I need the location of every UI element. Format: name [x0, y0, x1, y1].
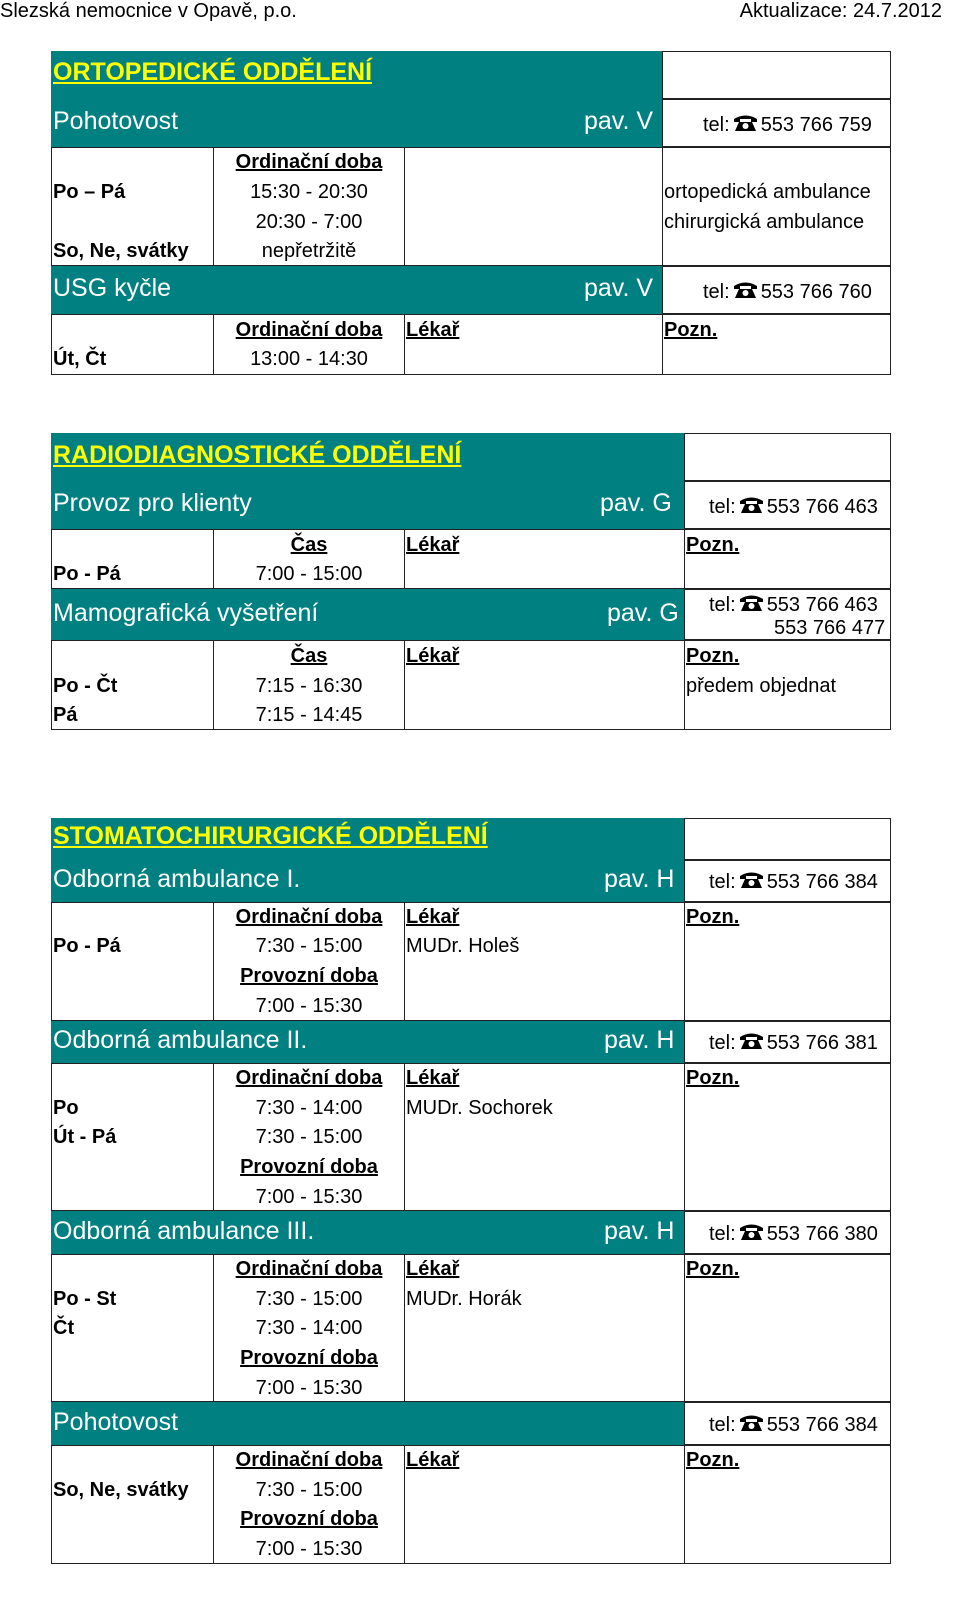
telephone-icon	[733, 280, 758, 299]
hours: 7:30 - 15:00	[255, 1126, 363, 1148]
pavilion: pav. H	[604, 865, 675, 893]
note: chirurgická ambulance	[664, 211, 865, 233]
phone-number: 553 766 463	[766, 496, 878, 518]
pavilion: pav. V	[584, 107, 654, 135]
phone-contact	[703, 113, 872, 137]
hospital-name: Slezská nemocnice v Opavě, p.o.	[0, 0, 297, 22]
band-name: USG kyčle	[53, 274, 172, 302]
pavilion: pav. G	[600, 489, 672, 517]
tel-label: tel:	[709, 1414, 736, 1436]
day-range: Pá	[53, 704, 78, 726]
hours: 13:00 - 14:30	[250, 348, 368, 370]
hours: nepřetržitě	[261, 240, 357, 262]
phone-contact	[709, 870, 878, 894]
day-range: Po - Pá	[53, 563, 121, 585]
section-title-stoma: STOMATOCHIRURGICKÉ ODDĚLENÍ	[53, 822, 488, 850]
note: ortopedická ambulance	[664, 181, 871, 203]
section-title-ortho: ORTOPEDICKÉ ODDĚLENÍ	[53, 58, 373, 86]
telephone-icon	[739, 870, 764, 889]
band-name: Odborná ambulance III.	[53, 1217, 315, 1245]
hours: 7:00 - 15:30	[255, 1377, 363, 1399]
telephone-icon	[739, 1031, 764, 1050]
day-range: Út, Čt	[53, 348, 107, 370]
telephone-icon	[739, 1222, 764, 1241]
col-header-pozn: Pozn.	[686, 1258, 740, 1280]
doctor-name: MUDr. Sochorek	[406, 1097, 553, 1119]
tel-label: tel:	[709, 871, 736, 893]
hours: 7:00 - 15:30	[255, 1538, 363, 1560]
col-header-ordinacni-doba: Ordinační doba	[235, 319, 383, 341]
hours: 7:15 - 14:45	[255, 704, 363, 726]
phone-number-alt: 553 766 477	[774, 617, 886, 639]
col-header-lekar: Lékař	[406, 906, 460, 928]
hours: 7:30 - 15:00	[255, 1288, 363, 1310]
telephone-icon	[739, 593, 764, 612]
hours: 7:30 - 15:00	[255, 935, 363, 957]
tel-label: tel:	[703, 114, 730, 136]
band-name: Mamografická vyšetření	[53, 599, 319, 627]
col-header-provozni-doba: Provozní doba	[240, 1347, 378, 1369]
phone-contact	[703, 280, 872, 304]
pavilion: pav. G	[607, 599, 679, 627]
telephone-icon	[739, 495, 764, 514]
col-header-ordinacni-doba: Ordinační doba	[235, 1258, 383, 1280]
hours: 15:30 - 20:30	[250, 181, 368, 203]
col-header-pozn: Pozn.	[686, 1449, 740, 1471]
col-header-provozni-doba: Provozní doba	[240, 965, 378, 987]
tel-label: tel:	[709, 496, 736, 518]
day-range: Út - Pá	[53, 1126, 117, 1148]
band-name: Pohotovost	[53, 107, 179, 135]
band-name: Odborná ambulance I.	[53, 865, 301, 893]
col-header-lekar: Lékař	[406, 1067, 460, 1089]
phone-number: 553 766 384	[766, 1414, 878, 1436]
pavilion: pav. H	[604, 1026, 675, 1054]
day-range: Po – Pá	[53, 181, 126, 203]
phone-number: 553 766 760	[760, 281, 872, 303]
col-header-ordinacni-doba: Ordinační doba	[235, 1449, 383, 1471]
telephone-icon	[733, 113, 758, 132]
phone-contact	[709, 1413, 878, 1437]
phone-contact	[709, 495, 878, 519]
day-range: So, Ne, svátky	[53, 240, 189, 262]
col-header-cas: Čas	[290, 534, 328, 556]
hours: 7:30 - 15:00	[255, 1479, 363, 1501]
col-header-ordinacni-doba: Ordinační doba	[235, 151, 383, 173]
band-name: Provoz pro klienty	[53, 489, 252, 517]
hours: 7:00 - 15:00	[255, 563, 363, 585]
phone-contact	[709, 1031, 878, 1055]
tel-label: tel:	[703, 281, 730, 303]
tel-label: tel:	[709, 1223, 736, 1245]
day-range: Čt	[53, 1317, 75, 1339]
phone-contact	[709, 1222, 878, 1246]
hours: 20:30 - 7:00	[255, 211, 363, 233]
day-range: Po - St	[53, 1288, 117, 1310]
pavilion: pav. H	[604, 1217, 675, 1245]
note: předem objednat	[686, 675, 837, 697]
phone-number: 553 766 380	[766, 1223, 878, 1245]
day-range: So, Ne, svátky	[53, 1479, 189, 1501]
phone-number: 553 766 463	[766, 594, 878, 616]
col-header-pozn: Pozn.	[686, 645, 740, 667]
col-header-pozn: Pozn.	[686, 906, 740, 928]
day-range: Po	[53, 1097, 79, 1119]
col-header-lekar: Lékař	[406, 534, 460, 556]
doctor-name: MUDr. Holeš	[406, 935, 520, 957]
telephone-icon	[739, 1413, 764, 1432]
hours: 7:00 - 15:30	[255, 995, 363, 1017]
hours: 7:30 - 14:00	[255, 1317, 363, 1339]
hours: 7:15 - 16:30	[255, 675, 363, 697]
update-date: Aktualizace: 24.7.2012	[739, 0, 942, 22]
phone-number: 553 766 759	[760, 114, 872, 136]
pavilion: pav. V	[584, 274, 654, 302]
col-header-lekar: Lékař	[406, 319, 460, 341]
phone-contact	[709, 593, 878, 617]
day-range: Po - Čt	[53, 675, 118, 697]
col-header-lekar: Lékař	[406, 645, 460, 667]
col-header-pozn: Pozn.	[664, 319, 718, 341]
hours: 7:00 - 15:30	[255, 1186, 363, 1208]
hours: 7:30 - 14:00	[255, 1097, 363, 1119]
col-header-provozni-doba: Provozní doba	[240, 1156, 378, 1178]
col-header-ordinacni-doba: Ordinační doba	[235, 1067, 383, 1089]
col-header-pozn: Pozn.	[686, 1067, 740, 1089]
tel-label: tel:	[709, 594, 736, 616]
col-header-ordinacni-doba: Ordinační doba	[235, 906, 383, 928]
day-range: Po - Pá	[53, 935, 121, 957]
phone-number: 553 766 381	[766, 1032, 878, 1054]
phone-number: 553 766 384	[766, 871, 878, 893]
col-header-pozn: Pozn.	[686, 534, 740, 556]
band-name: Odborná ambulance II.	[53, 1026, 308, 1054]
col-header-lekar: Lékař	[406, 1449, 460, 1471]
section-title-radio: RADIODIAGNOSTICKÉ ODDĚLENÍ	[53, 441, 462, 469]
tel-label: tel:	[709, 1032, 736, 1054]
band-name: Pohotovost	[53, 1408, 179, 1436]
col-header-provozni-doba: Provozní doba	[240, 1508, 378, 1530]
doctor-name: MUDr. Horák	[406, 1288, 522, 1310]
col-header-lekar: Lékař	[406, 1258, 460, 1280]
col-header-cas: Čas	[290, 645, 328, 667]
